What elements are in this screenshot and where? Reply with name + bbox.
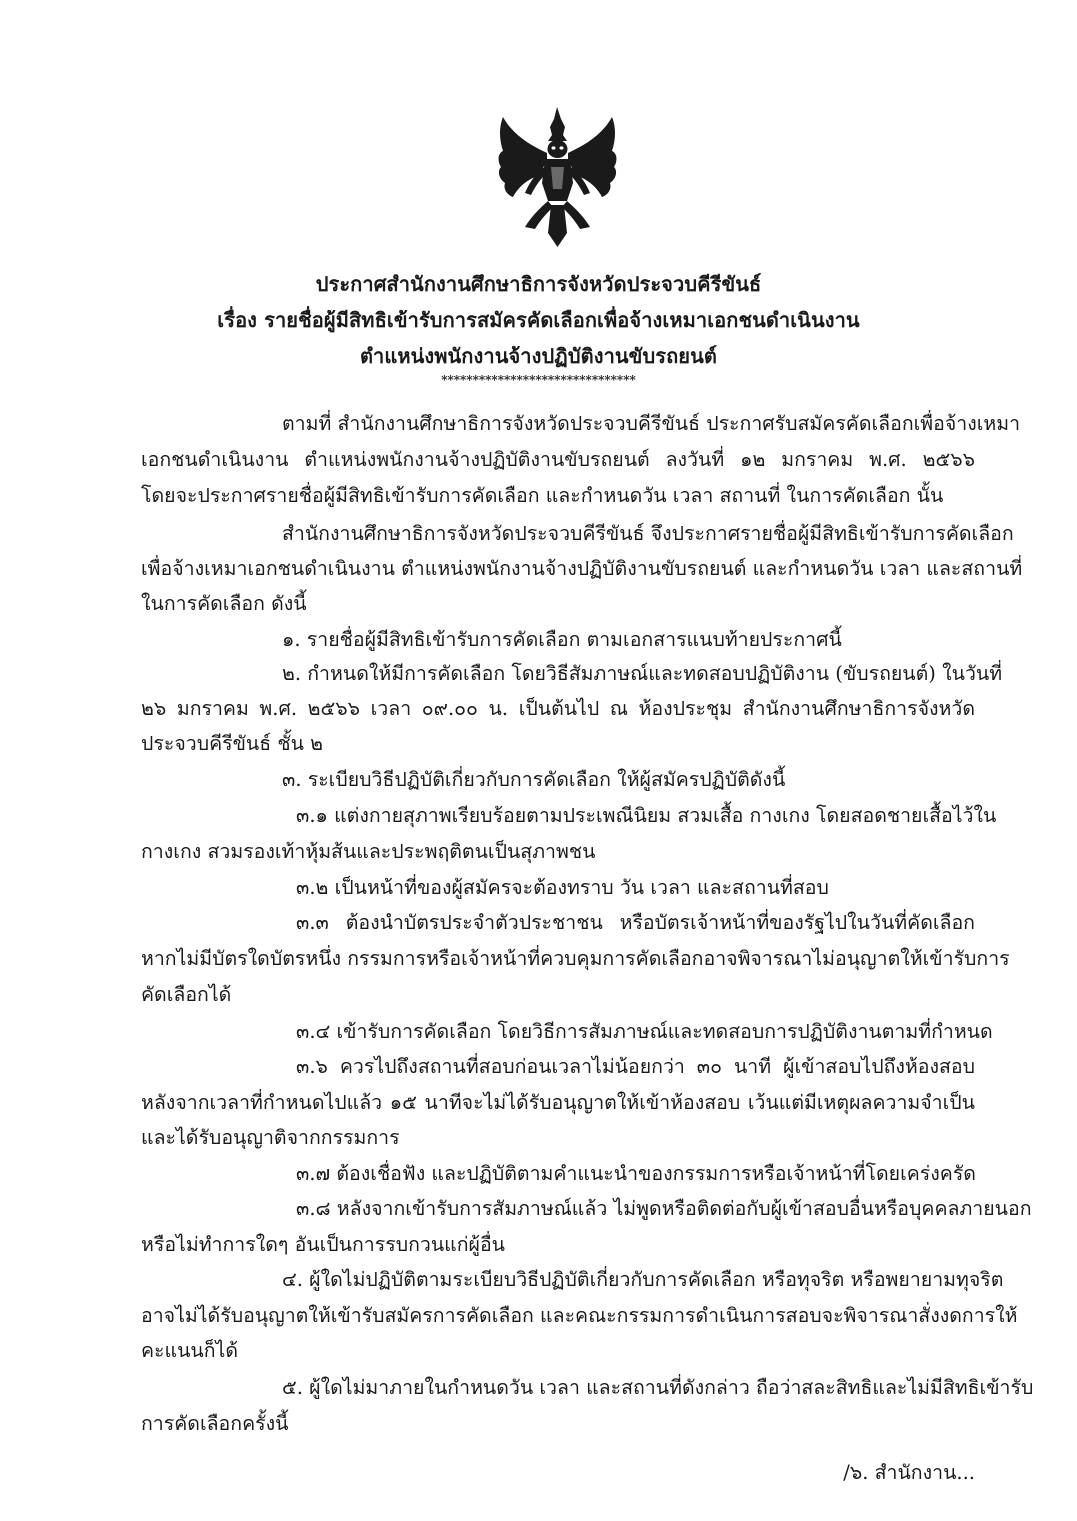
item-5-line-2: การคัดเลือกครั้งนี้ (141, 1412, 289, 1435)
item-3-6-line-3: และได้รับอนุญาติจากกรรมการ (141, 1126, 400, 1149)
announce-line-2: เพื่อจ้างเหมาเอกชนดำเนินงาน ตำแหน่งพนักงานจ้างปฏิบัติงานขับรถยนต์ และกำหนดวัน เวลา และสถานที่ (141, 557, 1023, 580)
intro-line-3: โดยจะประกาศรายชื่อผู้มีสิทธิเข้ารับการคัดเลือก และกำหนดวัน เวลา สถานที่ ในการคัดเลือก นั้น (141, 484, 944, 507)
intro-line-2: เอกชนดำเนินงาน ตำแหน่งพนักงานจ้างปฏิบัติงานขับรถยนต์ ลงวันที่ ๑๒ มกราคม พ.ศ. ๒๕๖๖ (141, 448, 975, 471)
item-2-line-2: ๒๖ มกราคม พ.ศ. ๒๕๖๖ เวลา ๐๙.๐๐ น. เป็นต้นไป ณ ห้องประชุม สำนักงานศึกษาธิการจังหวัด (141, 697, 975, 720)
item-3-3-line-2: หากไม่มีบัตรใดบัตรหนึ่ง กรรมการหรือเจ้าหน้าที่ควบคุมการคัดเลือกอาจพิจารณาไม่อนุญาตให้เข้ารับการ (141, 947, 1010, 970)
item-3-2: ๓.๒ เป็นหน้าที่ของผู้สมัครจะต้องทราบ วัน เวลา และสถานที่สอบ (296, 876, 829, 899)
item-5-line-1: ๕. ผู้ใดไม่มาภายในกำหนดวัน เวลา และสถานที่ดังกล่าว ถือว่าสละสิทธิและไม่มีสิทธิเข้ารับ (282, 1376, 1034, 1399)
item-3-8-line-2: หรือไม่ทำการใดๆ อันเป็นการรบกวนแก่ผู้อื่น (141, 1233, 506, 1256)
item-3-6-line-1: ๓.๖ ควรไปถึงสถานที่สอบก่อนเวลาไม่น้อยกว่า ๓๐ นาที ผู้เข้าสอบไปถึงห้องสอบ (296, 1055, 975, 1078)
intro-line-1: ตามที่ สำนักงานศึกษาธิการจังหวัดประจวบคีรีขันธ์ ประกาศรับสมัครคัดเลือกเพื่อจ้างเหมา (282, 412, 1021, 435)
announcement-title: ประกาศสำนักงานศึกษาธิการจังหวัดประจวบคีรีขันธ์ (315, 272, 762, 296)
item-3: ๓. ระเบียบวิธีปฏิบัติเกี่ยวกับการคัดเลือก ให้ผู้สมัครปฏิบัติดังนี้ (282, 768, 786, 791)
continuation-note: /๖. สำนักงาน... (843, 1461, 975, 1484)
item-3-1-line-2: กางเกง สวมรองเท้าหุ้มส้นและประพฤติตนเป็นสุภาพชน (141, 840, 596, 863)
item-3-3-line-3: คัดเลือกได้ (141, 983, 232, 1006)
item-3-7: ๓.๗ ต้องเชื่อฟัง และปฏิบัติตามคำแนะนำของกรรมการหรือเจ้าหน้าที่โดยเคร่งครัด (296, 1162, 976, 1185)
item-3-3-line-1: ๓.๓ ต้องนำบัตรประจำตัวประชาชน หรือบัตรเจ้าหน้าที่ของรัฐไปในวันที่คัดเลือก (296, 911, 975, 934)
announcement-subject: เรื่อง รายชื่อผู้มีสิทธิเข้ารับการสมัครคัดเลือกเพื่อจ้างเหมาเอกชนดำเนินงาน (217, 308, 860, 332)
item-2-line-3: ประจวบคีรีขันธ์ ชั้น ๒ (141, 732, 323, 755)
item-3-1-line-1: ๓.๑ แต่งกายสุภาพเรียบร้อยตามประเพณีนิยม สวมเสื้อ กางเกง โดยสอดชายเสื้อไว้ใน (296, 804, 997, 827)
announcement-position: ตำแหน่งพนักงานจ้างปฏิบัติงานขับรถยนต์ (360, 344, 717, 368)
announce-line-1: สำนักงานศึกษาธิการจังหวัดประจวบคีรีขันธ์ จึงประกาศรายชื่อผู้มีสิทธิเข้ารับการคัดเลือก (282, 522, 1014, 545)
item-1: ๑. รายชื่อผู้มีสิทธิเข้ารับการคัดเลือก ตามเอกสารแนบท้ายประกาศนี้ (282, 628, 842, 651)
separator: ******************************* (441, 373, 636, 387)
item-3-6-line-2: หลังจากเวลาที่กำหนดไปแล้ว ๑๕ นาทีจะไม่ได้รับอนุญาตให้เข้าห้องสอบ เว้นแต่มีเหตุผลความจำเป็น (141, 1091, 975, 1114)
item-4-line-2: อาจไม่ได้รับอนุญาตให้เข้ารับสมัครการคัดเลือก และคณะกรรมการดำเนินการสอบจะพิจารณาสั่งงดการให้ (141, 1304, 1018, 1327)
garuda-emblem-icon (495, 105, 620, 250)
item-4-line-1: ๔. ผู้ใดไม่ปฏิบัติตามระเบียบวิธีปฏิบัติเกี่ยวกับการคัดเลือก หรือทุจริต หรือพยายามทุจริต (282, 1268, 1004, 1291)
item-3-4: ๓.๔ เข้ารับการคัดเลือก โดยวิธีการสัมภาษณ์และทดสอบการปฏิบัติงานตามที่กำหนด (296, 1020, 993, 1043)
item-2-line-1: ๒. กำหนดให้มีการคัดเลือก โดยวิธีสัมภาษณ์และทดสอบปฏิบัติงาน (ขับรถยนต์) ในวันที่ (282, 662, 1003, 685)
item-4-line-3: คะแนนก็ได้ (141, 1339, 239, 1362)
announce-line-3: ในการคัดเลือก ดังนี้ (141, 592, 307, 615)
item-3-8-line-1: ๓.๘ หลังจากเข้ารับการสัมภาษณ์แล้ว ไม่พูดหรือติดต่อกับผู้เข้าสอบอื่นหรือบุคคลภายนอก (296, 1197, 1032, 1220)
